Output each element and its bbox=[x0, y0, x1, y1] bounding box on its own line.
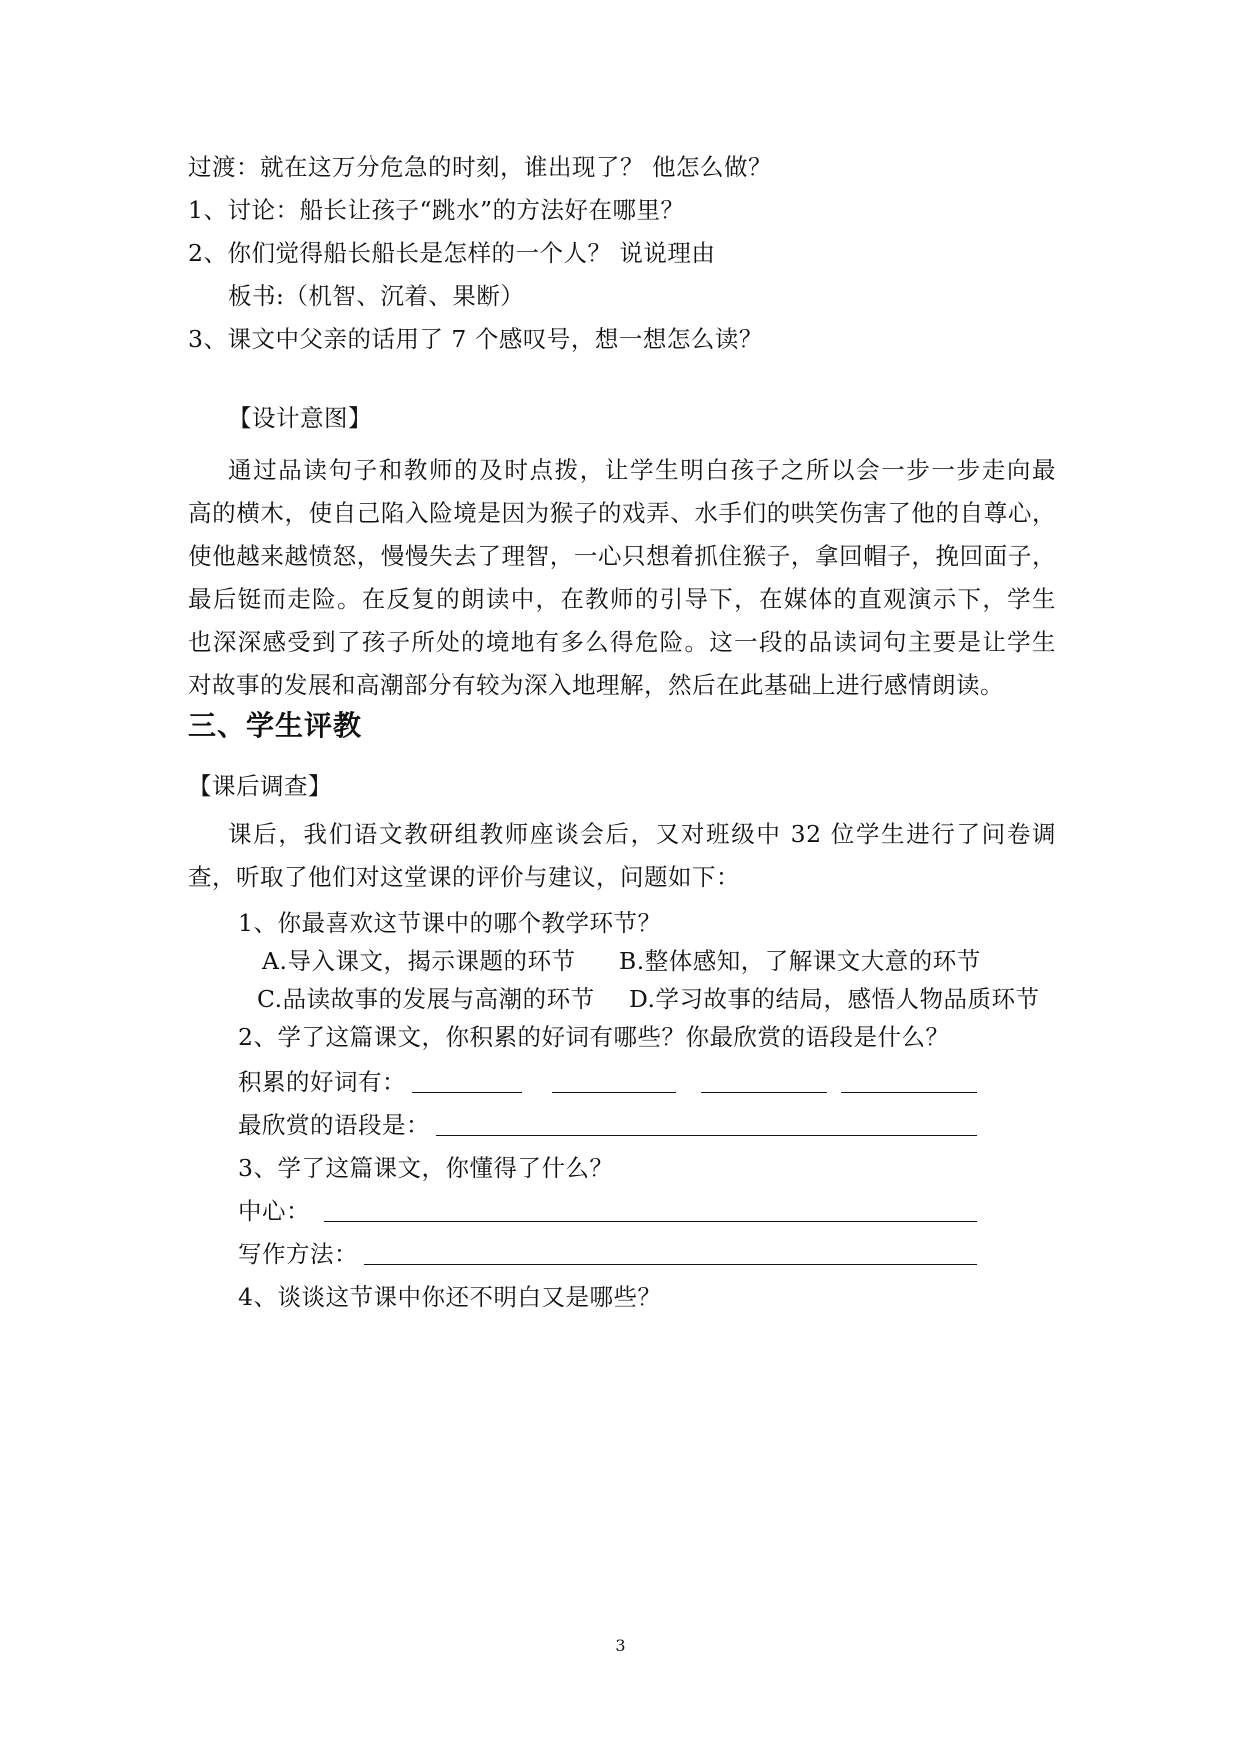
survey-question-4: 4、谈谈这节课中你还不明白又是哪些？ bbox=[238, 1283, 662, 1311]
survey-intro-line-1: 课后，我们语文教研组教师座谈会后，又对班级中 32 位学生进行了问卷调 bbox=[228, 820, 1056, 848]
good-word-blank-4[interactable] bbox=[841, 1092, 977, 1093]
option-b: B.整体感知，了解课文大意的环节 bbox=[619, 947, 981, 975]
survey-intro-line-2: 查，听取了他们对这堂课的评价与建议，问题如下： bbox=[188, 863, 740, 891]
question-3-exclamation: 3、课文中父亲的话用了 7 个感叹号，想一想怎么读？ bbox=[188, 325, 763, 353]
center-label: 中心： bbox=[238, 1197, 310, 1225]
favorite-passage-label: 最欣赏的语段是： bbox=[238, 1111, 430, 1139]
favorite-passage-blank[interactable] bbox=[436, 1135, 977, 1136]
page-number: 3 bbox=[615, 1636, 626, 1655]
design-intent-line-3: 使他越来越愤怒，慢慢失去了理智，一心只想着抓住猴子，拿回帽子，挽回面子， bbox=[188, 542, 1056, 570]
survey-question-2: 2、学了这篇课文，你积累的好词有哪些？你最欣赏的语段是什么？ bbox=[238, 1023, 950, 1051]
writing-method-blank[interactable] bbox=[364, 1264, 977, 1265]
center-blank[interactable] bbox=[324, 1221, 977, 1222]
good-word-blank-2[interactable] bbox=[552, 1092, 676, 1093]
design-intent-title: 【设计意图】 bbox=[228, 404, 372, 432]
design-intent-line-2: 高的横木，使自己陷入险境是因为猴子的戏弄、水手们的哄笑伤害了他的自尊心， bbox=[188, 499, 1056, 527]
good-word-blank-3[interactable] bbox=[701, 1092, 827, 1093]
option-c: C.品读故事的发展与高潮的环节 bbox=[257, 985, 595, 1013]
good-word-blank-1[interactable] bbox=[412, 1092, 522, 1093]
survey-question-1: 1、你最喜欢这节课中的哪个教学环节？ bbox=[238, 909, 662, 937]
transition-line: 过渡：就在这万分危急的时刻，谁出现了？ 他怎么做？ bbox=[188, 153, 772, 181]
survey-title: 【课后调查】 bbox=[188, 772, 332, 800]
design-intent-line-6: 对故事的发展和高潮部分有较为深入地理解，然后在此基础上进行感情朗读。 bbox=[188, 671, 1004, 699]
section-3-heading: 三、学生评教 bbox=[188, 709, 363, 742]
design-intent-line-1: 通过品读句子和教师的及时点拨，让学生明白孩子之所以会一步一步走向最 bbox=[228, 456, 1056, 484]
board-writing: 板书:（机智、沉着、果断） bbox=[228, 282, 525, 310]
design-intent-line-5: 也深深感受到了孩子所处的境地有多么得危险。这一段的品读词句主要是让学生 bbox=[188, 628, 1056, 656]
question-2-captain: 2、你们觉得船长船长是怎样的一个人？ 说说理由 bbox=[188, 239, 716, 267]
writing-method-label: 写作方法： bbox=[238, 1240, 358, 1268]
design-intent-line-4: 最后铤而走险。在反复的朗读中，在教师的引导下，在媒体的直观演示下，学生 bbox=[188, 585, 1056, 613]
option-d: D.学习故事的结局，感悟人物品质环节 bbox=[629, 985, 1040, 1013]
good-words-label: 积累的好词有： bbox=[238, 1068, 406, 1096]
option-a: A.导入课文，揭示课题的环节 bbox=[262, 947, 576, 975]
question-1-discussion: 1、讨论：船长让孩子“跳水”的方法好在哪里？ bbox=[188, 196, 685, 224]
survey-question-3: 3、学了这篇课文，你懂得了什么？ bbox=[238, 1154, 614, 1182]
